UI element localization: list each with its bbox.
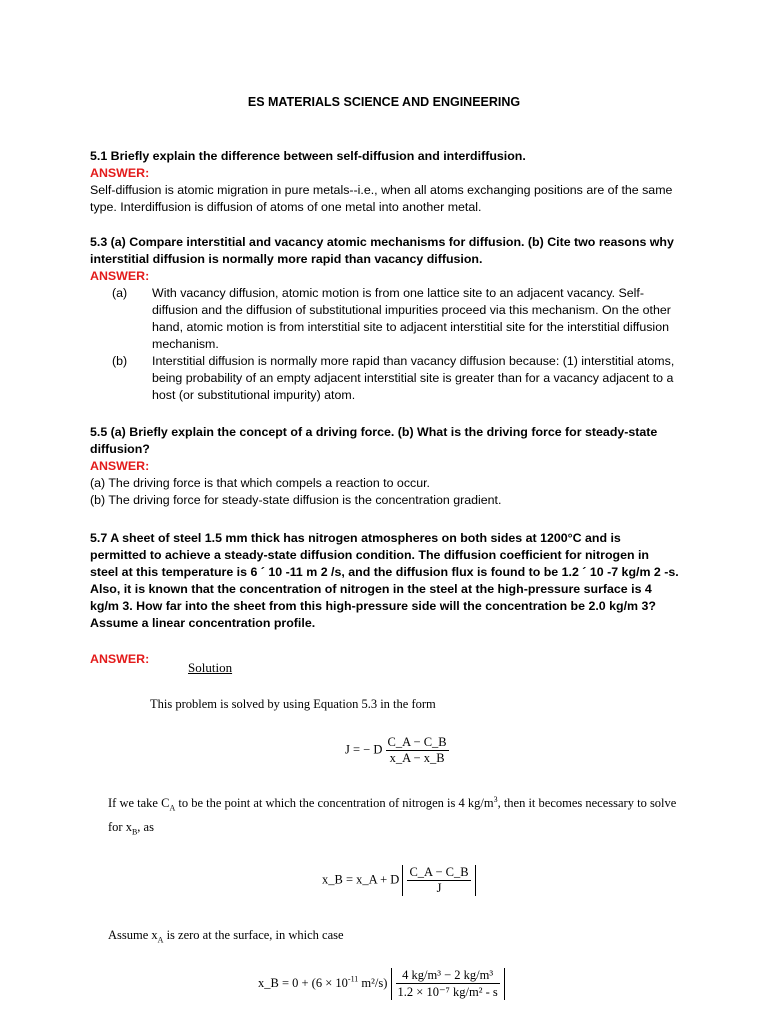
list-item-text: With vacancy diffusion, atomic motion is from one lattice site to an adjacent vacancy. Self-diffusion and the diffusion of substitutional impurities proceed via this mechanism. On the other hand, atomic motion is from interstitial site to adjacent interstitial site for the interstitial diffusion mechanism. [152,286,671,351]
equation-3-exponent: -11 [347,974,359,984]
equation-2-fraction [407,865,470,896]
solution-line-3: for $x_B$, as [108,820,154,837]
answer-label: ANSWER: [90,459,150,473]
equation-1-lhs: J = − D [345,742,383,757]
equation-2-numerator: C_A − C_B [409,865,469,879]
list-item-label: (a) [112,286,128,300]
equation-1-fraction [386,735,449,766]
solution-line-2: If we take $C_A$ to be the point at which the concentration of nitrogen is 4 $kg/m^3$, then it becomes necessary to solve [108,795,677,813]
equation-1-denominator: x_A − x_B [389,751,445,765]
solution-line-1: This problem is solved by using Equation 5.3 in the form [150,697,436,711]
solution-line-3-part: , as [137,820,154,834]
answer-label: ANSWER: [90,269,150,283]
answer-5-5-b: (b) The driving force for steady-state diffusion is the concentration gradient. [90,493,502,507]
solution-line-2-part: to be the point at which the concentration of nitrogen is 4 kg/m [175,796,494,811]
question-5-5 [90,424,680,509]
equation-3-lhs: x_B = 0 + (6 × 10 [258,975,348,990]
solution-line-2-part: , then it becomes necessary to solve [497,796,677,811]
question-5-1-text: 5.1 Briefly explain the difference between self-diffusion and interdiffusion. [90,149,526,163]
equation-3-fraction [396,968,500,1000]
question-5-7-text: 5.7 A sheet of steel 1.5 mm thick has nitrogen atmospheres on both sides at 1200°C and is permitted to achieve a steady-state diffusion condition. The diffusion coefficient for nitrogen in steel at this temperature is 6 ´ 10 -11 m 2 /s, and the diffusion flux is found to be 1.2 ´ 10 -7 kg/m 2 -s. Also, it is known that the concentration of nitrogen in the steel at the high-pressure surface is 4 kg/m 3. How far into the sheet from this high-pressure side will the concentration be 2.0 kg/m 3? Assume a linear concentration profile. [90,531,679,630]
equation-1-numerator: C_A − C_B [387,735,447,749]
solution-line-2-part: If we take C [108,796,170,811]
question-5-5-text: 5.5 (a) Briefly explain the concept of a driving force. (b) What is the driving force for steady-state diffusion? [90,425,658,456]
question-5-7 [90,530,680,632]
list-item [90,285,680,353]
equation-3-mid: m²/s) [358,975,388,990]
page-title: ES MATERIALS SCIENCE AND ENGINEERING [247,95,521,109]
equation-2-lhs: x_B = x_A + D [322,872,400,887]
equation-2-bracket [402,865,475,896]
equation-2-denominator: J [436,881,442,895]
equation-3-numerator: 4 kg/m³ − 2 kg/m³ [396,968,500,984]
solution-line-4: Assume $x_A$ is zero at the surface, in which case [108,928,344,945]
list-item-text: Interstitial diffusion is normally more rapid than vacancy diffusion because: (1) interstitial atoms, being probability of an empty adjacent interstitial site is greater than for a vacancy adjacent to a host (or substitutional impurity) atom. [152,354,675,402]
question-5-3 [90,234,680,404]
equation-2 [322,865,476,896]
answer-5-3-list [90,285,680,404]
answer-5-5-a: (a) The driving force is that which compels a reaction to occur. [90,476,430,490]
list-item [90,353,680,404]
answer-label: ANSWER: [90,652,150,666]
list-item-label: (b) [112,354,128,368]
question-5-3-text: 5.3 (a) Compare interstitial and vacancy atomic mechanisms for diffusion. (b) Cite two reasons why interstitial diffusion is normally more rapid than vacancy diffusion. [90,235,674,266]
equation-1 [345,735,449,766]
equation-3-bracket [391,968,505,1000]
solution-line-4-part: is zero at the surface, in which case [163,928,344,942]
solution-line-3-part: for x [108,820,132,834]
solution-heading: Solution [188,660,233,675]
solution-line-4-part: Assume x [108,928,158,942]
answer-label: ANSWER: [90,166,150,180]
answer-5-1-text: Self-diffusion is atomic migration in pure metals--i.e., when all atoms exchanging positions are of the same type. Interdiffusion is diffusion of atoms of one metal into another metal. [90,183,673,214]
equation-3-denominator: 1.2 × 10⁻⁷ kg/m² - s [397,985,498,999]
equation-3 [258,968,505,1000]
question-5-1 [90,148,680,216]
